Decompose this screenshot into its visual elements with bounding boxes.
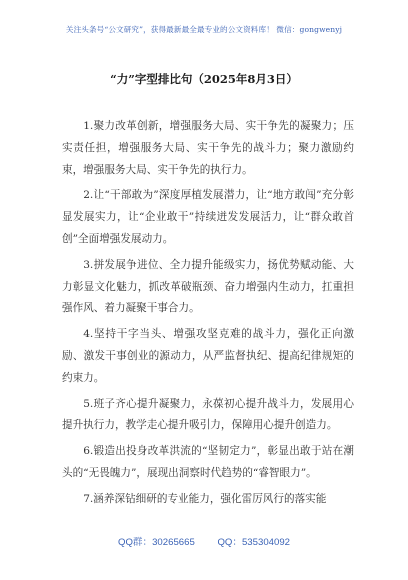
paragraph-6: 6.锻造出投身改革洪流的“坚韧定力”，彰显出敢于站在潮头的“无畏魄力”，展现出洞察时代趋势的“睿智眼力”。 (62, 445, 354, 479)
footer-qq: QQ：535304092 (217, 537, 290, 548)
paragraph-4: 4.坚持干字当头、增强攻坚克难的战斗力，强化正向激励、激发干事创业的源动力，从严监督执纪、提高纪律规矩的约束力。 (62, 328, 354, 384)
page-title: “力”字型排比句（2025年8月3日） (110, 72, 298, 86)
paragraph-2: 2.让“干部敢为”深度厚植发展潜力，让“地方敢闯”充分彰显发展实力，让“企业敢干”持续迸发发展活力，让“群众敢首创”全面增强发展动力。 (62, 189, 354, 245)
paragraph-7: 7.涵养深钻细研的专业能力，强化雷厉风行的落实能 (83, 492, 327, 505)
paragraph-1: 1.聚力改革创新，增强服务大局、实干争先的凝聚力；压实责任担，增强服务大局、实干争先的战斗力；聚力激励约束，增强服务大局、实干争先的执行力。 (62, 120, 354, 176)
paragraph-3: 3.拼发展争进位、全力提升能级实力，扬优势赋动能、大力彰显文化魅力，抓改革破瓶颈、奋力增强内生动力，扛重担强作风、着力凝聚干事合力。 (62, 258, 354, 315)
document-body (62, 116, 354, 515)
footer-contact (0, 534, 408, 548)
footer-qq-group: QQ群：30265665 (117, 537, 195, 548)
header-promo-note: 关注头条号“公文研究”，获得最新最全最专业的公文资料库！ 微信：gongwenyj (65, 25, 343, 34)
paragraph-5: 5.班子齐心提升凝聚力，永葆初心提升战斗力，发展用心提升执行力，教学走心提升吸引力，保障用心提升创造力。 (62, 397, 354, 432)
